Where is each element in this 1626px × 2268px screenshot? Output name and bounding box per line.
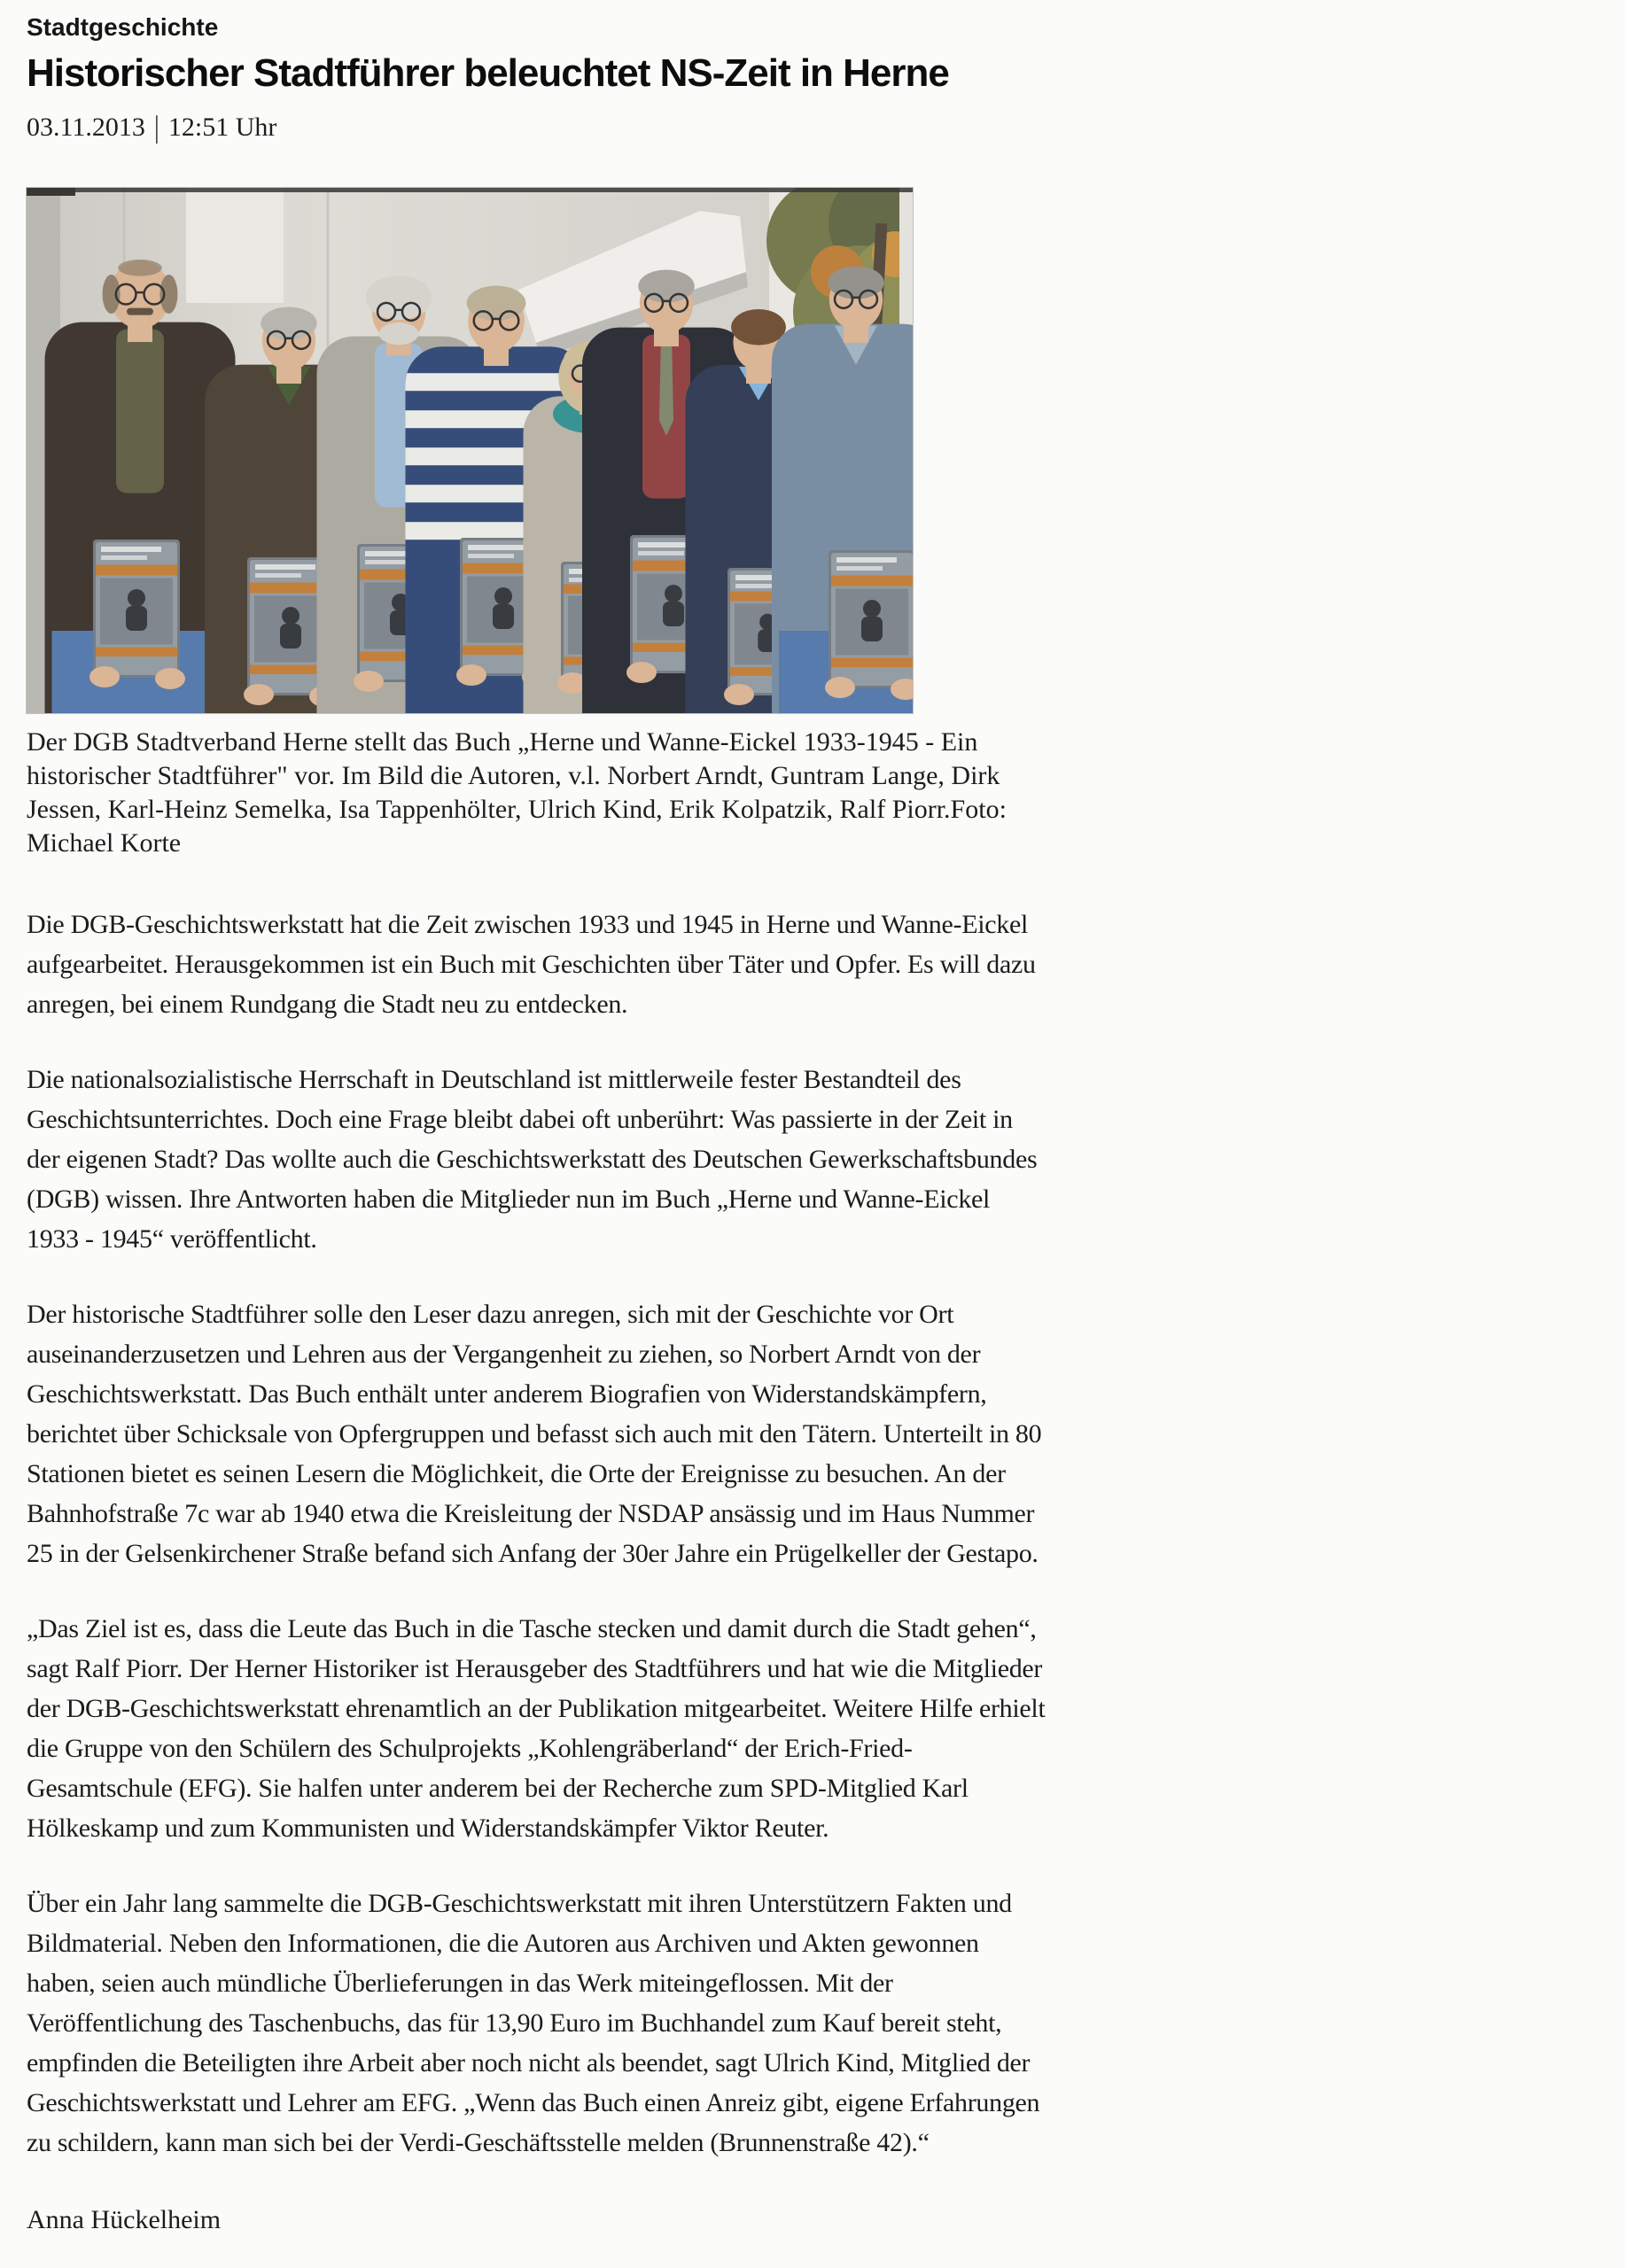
publish-date: 03.11.2013: [27, 113, 145, 142]
paragraph: Die nationalsozialistische Herrschaft in Deutschland ist mittlerweile fester Bestandteil des Geschichtsunterrichtes. Doch eine Frage bleibt dabei oft unberührt: Was passierte in der Zeit in der eigenen Stadt? Das wollte auch die Geschichtswerkstatt des Deutschen Gewerkschaftsbundes (DGB) wissen. Ihre Antworten haben die Mitglieder nun im Buch „Herne und Wanne-Eickel 1933 - 1945“ veröffentlicht.: [27, 1065, 1038, 1254]
author-byline: Anna Hückelheim: [27, 2205, 222, 2234]
photo-svg: [27, 188, 913, 713]
publish-time: 12:51 Uhr: [167, 113, 277, 142]
caption-text: Der DGB Stadtverband Herne stellt das Buch „Herne und Wanne-Eickel 1933-1945 - Ein historischer Stadtführer" vor. Im Bild die Autoren, v.l. Norbert Arndt, Guntram Lange, Dirk Jessen, Karl-Heinz Semelka, Isa Tappenhölter, Ulrich Kind, Erik Kolpatzik, Ralf Piorr.: [27, 727, 1000, 824]
photo-credit: Foto: Michael Korte: [27, 795, 1007, 858]
article-headline: Historischer Stadtführer beleuchtet NS-Zeit in Herne: [27, 51, 949, 95]
paragraph: „Das Ziel ist es, dass die Leute das Buch in die Tasche stecken und damit durch die Stadt gehen“, sagt Ralf Piorr. Der Herner Historiker ist Herausgeber des Stadtführers und hat wie die Mitglieder der DGB-Geschichtswerkstatt ehrenamtlich an der Publikation mitgearbeitet. Weitere Hilfe erhielt die Gruppe von den Schülern des Schulprojekts „Kohlengräberland“ der Erich-Fried-Gesamtschule (EFG). Sie halfen unter anderem bei der Recherche zum SPD-Mitglied Karl Hölkeskamp und zum Kommunisten und Widerstandskämpfer Viktor Reuter.: [27, 1614, 1046, 1843]
photo-caption: [27, 726, 1010, 860]
paragraph: Der historische Stadtführer solle den Leser dazu anregen, sich mit der Geschichte vor Ort auseinanderzusetzen und Lehren aus der Vergangenheit zu ziehen, so Norbert Arndt von der Geschichtswerkstatt. Das Buch enthält unter anderem Biografien von Widerstandskämpfern, berichtet über Schicksale von Opfergruppen und befasst sich auch mit den Tätern. Unterteilt in 80 Stationen bietet es seinen Lesern die Möglichkeit, die Orte der Ereignisse zu besuchen. An der Bahnhofstraße 7c war ab 1940 etwa die Kreisleitung der NSDAP ansässig und im Haus Nummer 25 in der Gelsenkirchener Straße befand sich Anfang der 30er Jahre ein Prügelkeller der Gestapo.: [27, 1300, 1042, 1568]
article-body: [27, 905, 1046, 2163]
dateline: [27, 112, 1046, 144]
paragraph: Über ein Jahr lang sammelte die DGB-Geschichtswerkstatt mit ihren Unterstützern Fakten und Bildmaterial. Neben den Informationen, die die Autoren aus Archiven und Akten gewonnen haben, seien auch mündliche Überlieferungen in das Werk miteingeflossen. Mit der Veröffentlichung des Taschenbuchs, das für 13,90 Euro im Buchhandel zum Kauf bereit steht, empfinden die Beteiligten ihre Arbeit aber noch nicht als beendet, sagt Ulrich Kind, Mitglied der Geschichtswerkstatt und Lehrer am EFG. „Wenn das Buch einen Anreiz gibt, eigene Erfahrungen zu schildern, kann man sich bei der Verdi-Geschäftsstelle melden (Brunnenstraße 42).“: [27, 1889, 1040, 2157]
dateline-divider: |: [153, 110, 159, 144]
section-kicker: Stadtgeschichte: [27, 13, 219, 41]
article-photo: [27, 188, 913, 713]
article-content: [27, 12, 1046, 2237]
scan-haze-overlay: [27, 188, 913, 713]
paragraph: Die DGB-Geschichtswerkstatt hat die Zeit zwischen 1933 und 1945 in Herne und Wanne-Eickel aufgearbeitet. Herausgekommen ist ein Buch mit Geschichten über Täter und Opfer. Es will dazu anregen, bei einem Rundgang die Stadt neu zu entdecken.: [27, 910, 1036, 1019]
